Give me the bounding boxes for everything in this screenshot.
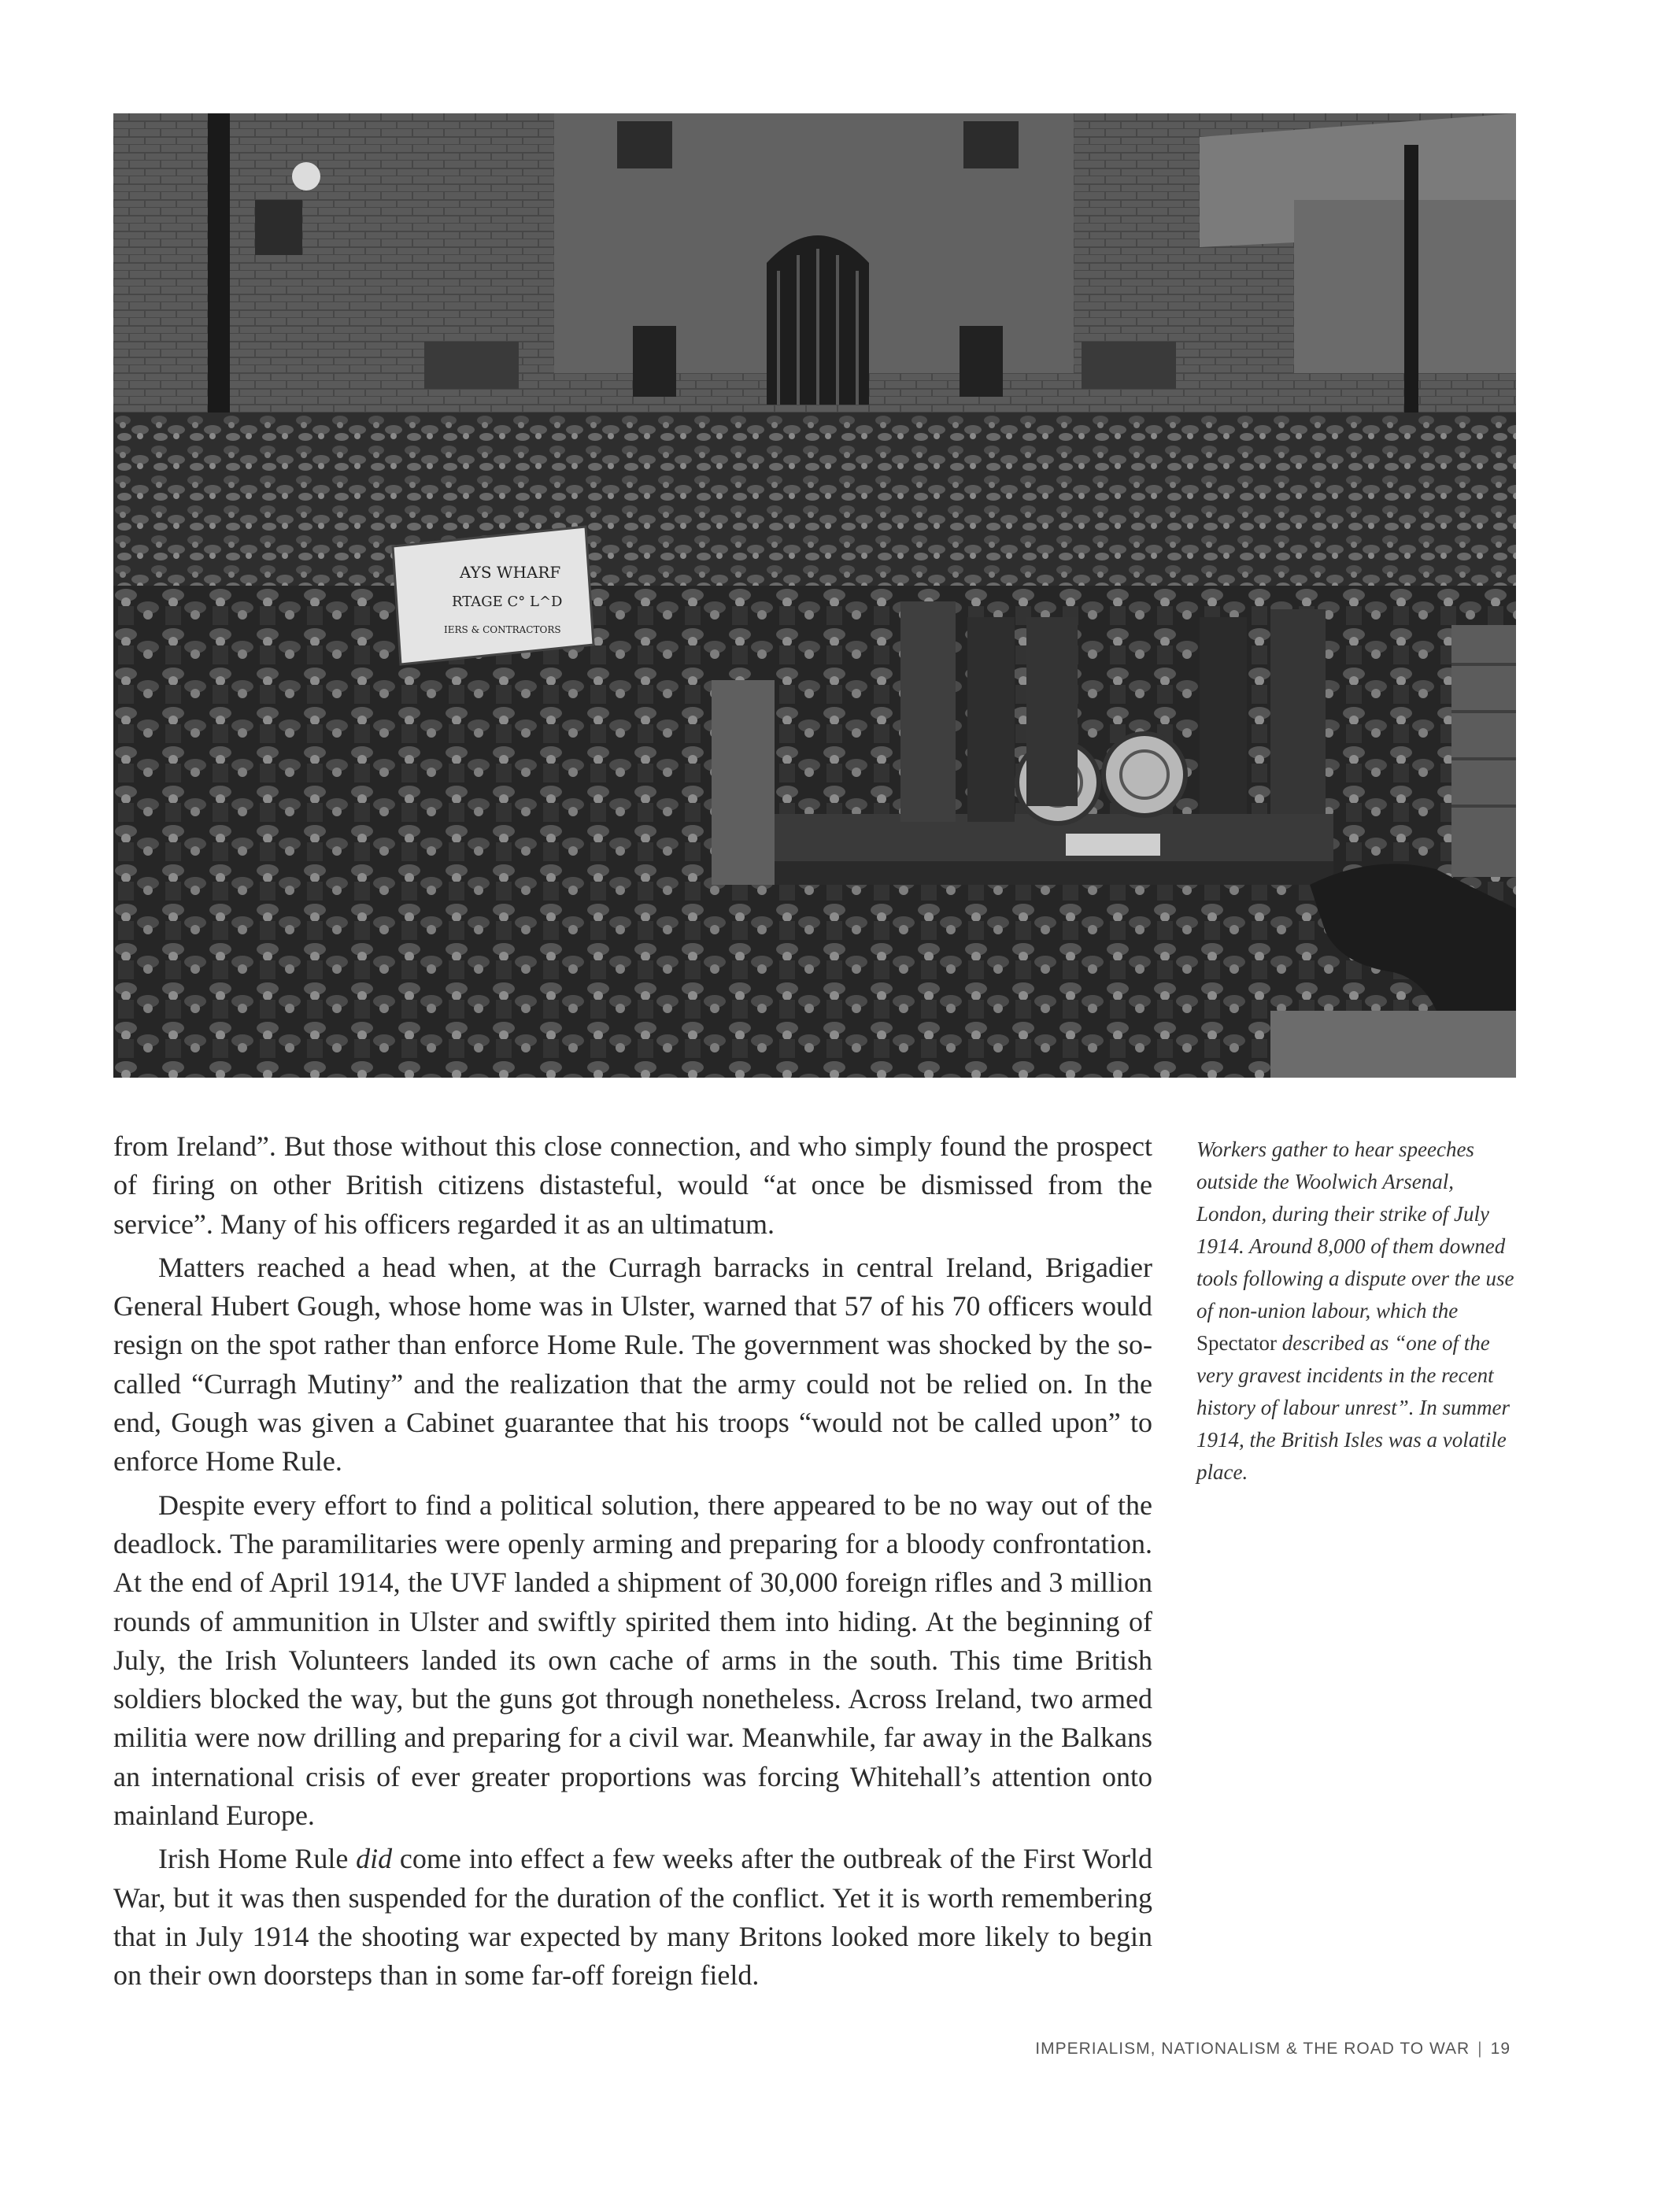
body-paragraph-2: Matters reached a head when, at the Curragh barracks in central Ireland, Brigadier General Hubert Gough, whose home was in Ulster, warned that 57 of his 70 officers would resign on the spot rather than enforce Home Rule. The government was shocked by the so-called “Curragh Mutiny” and the realization that the army could not be relied on. In the end, Gough was given a Cabinet guarantee that his troops “would not be called upon” to enforce Home Rule. [113, 1251, 1152, 1478]
body-paragraph-4-start: Irish Home Rule [158, 1843, 357, 1875]
page-number: 19 [1490, 2040, 1511, 2058]
caption-part-2: described as “one of the very gravest incidents in the recent history of labour unrest”. In summer 1914, the British Isles was a volatile place. [1196, 1331, 1511, 1484]
body-paragraph-4-end: come into effect a few weeks after the outbreak of the First World War, but it was then suspended for the duration of the conflict. Yet it is worth remembering that in July 1914 the shooting war expected by many Britons looked more likely to begin on their own doorsteps than in some far-off foreign field. [113, 1843, 1152, 1992]
crowd-photograph [113, 113, 1516, 1078]
body-paragraph-4 [113, 1840, 1152, 1995]
cart-sign-line-3: IERS & CONTRACTORS [444, 624, 561, 635]
body-paragraph-1: from Ireland”. But those without this close connection, and who simply found the prospect of firing on other British citizens distasteful, would “at once be dismissed from the service”. Many of his officers regarded it as an ultimatum. [113, 1130, 1152, 1240]
footer-separator: | [1477, 2040, 1483, 2058]
page-footer [1035, 2040, 1511, 2058]
photo-caption [1196, 1134, 1519, 1489]
article-body [113, 1127, 1152, 1996]
cart-sign [393, 527, 593, 664]
cart-sign-line-1: AYS WHARF [460, 563, 561, 582]
cart-sign-line-2: RTAGE C° L^D [452, 594, 563, 610]
footer-section-title: IMPERIALISM, NATIONALISM & THE ROAD TO WAR [1035, 2040, 1470, 2058]
body-paragraph-3: Despite every effort to find a political solution, there appeared to be no way out of the deadlock. The paramilitaries were openly arming and preparing for a bloody confrontation. At the end of April 1914, the UVF landed a shipment of 30,000 foreign rifles and 3 million rounds of ammunition in Ulster and swiftly spirited them into hiding. At the beginning of July, the Irish Volunteers landed its own cache of arms in the south. This time British soldiers blocked the way, but the guns got through nonetheless. Across Ireland, two armed militia were now drilling and preparing for a civil war. Meanwhile, far away in the Balkans an international crisis of ever greater proportions was forcing Whitehall’s attention onto mainland Europe. [113, 1489, 1152, 1832]
caption-publication: Spectator [1196, 1331, 1277, 1355]
body-paragraph-4-emphasis: did [356, 1843, 393, 1875]
caption-part-1: Workers gather to hear speeches outside the Woolwich Arsenal, London, during their strike of July 1914. Around 8,000 of them downed tools following a dispute over the use of non-union labour, which the [1196, 1137, 1514, 1322]
